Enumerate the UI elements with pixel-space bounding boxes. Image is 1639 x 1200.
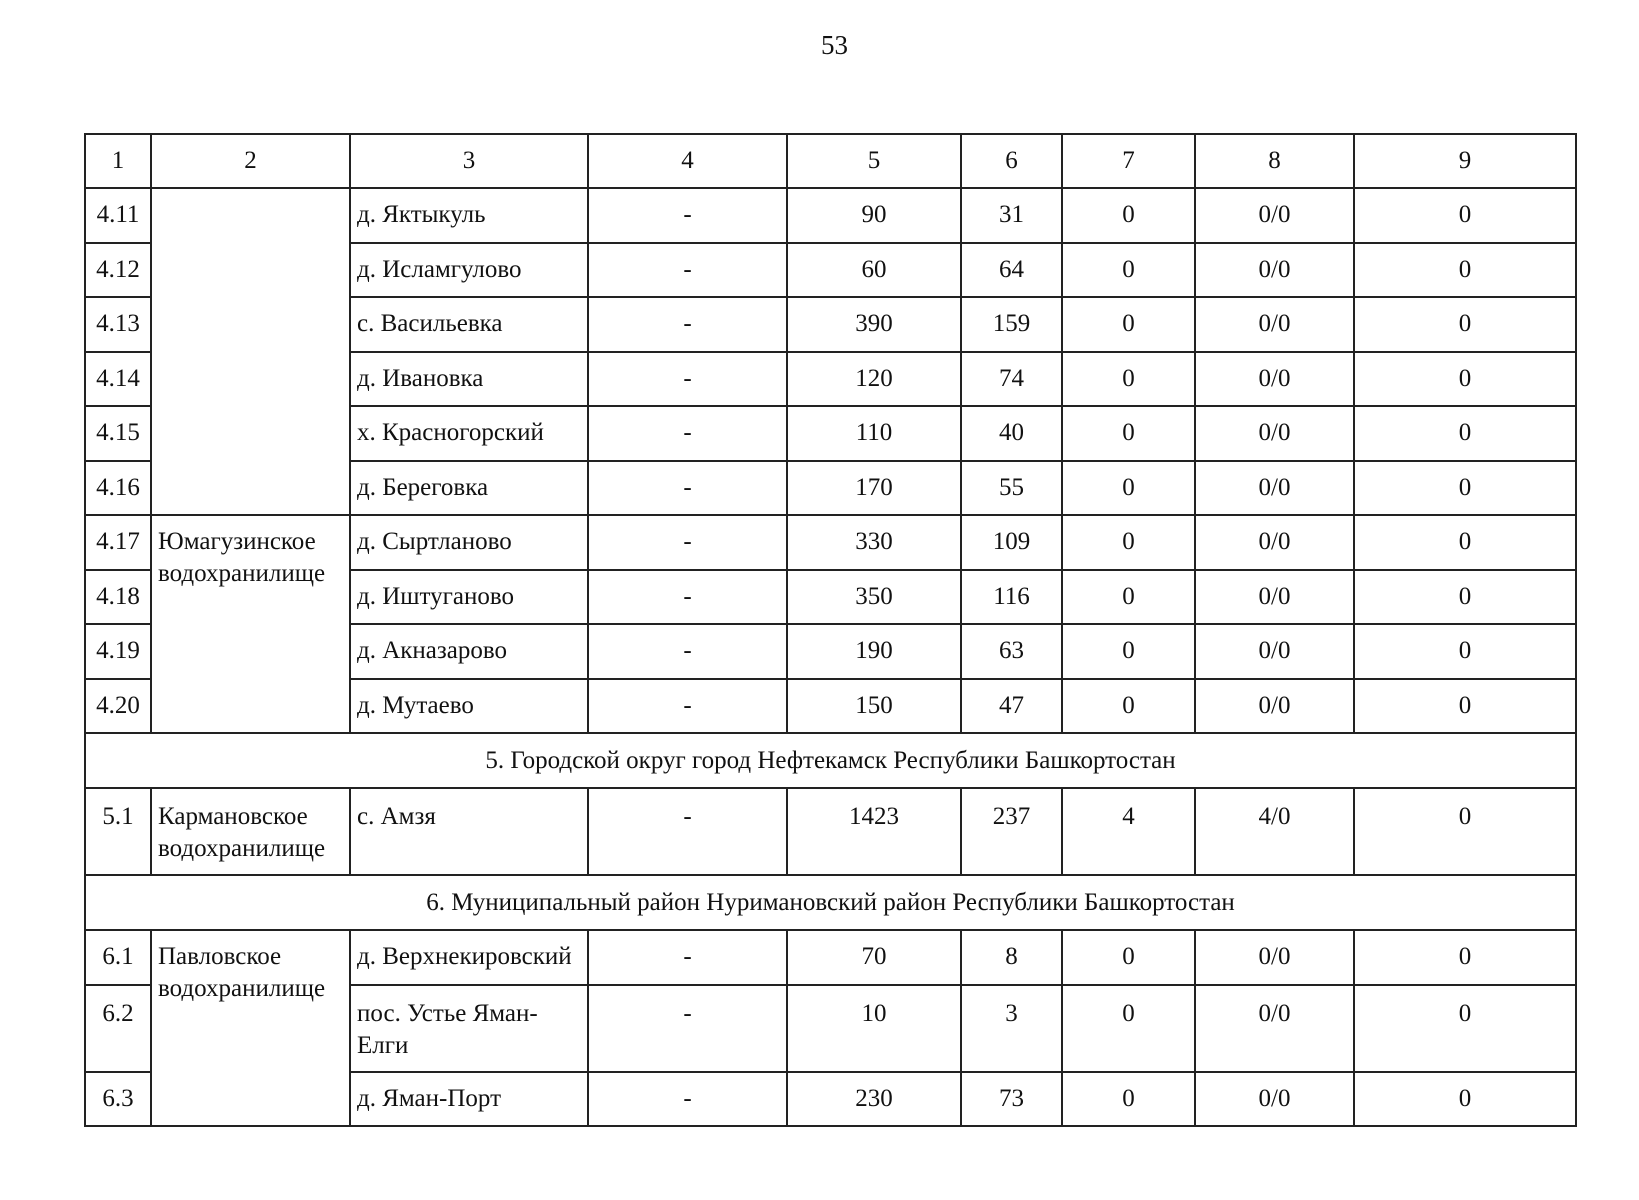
row-number: 6.3 bbox=[85, 1072, 151, 1127]
col4-cell: - bbox=[588, 985, 787, 1072]
table-row bbox=[85, 188, 1576, 243]
row-number: 4.13 bbox=[85, 297, 151, 352]
col9-cell: 0 bbox=[1354, 515, 1576, 570]
settlement-cell: д. Береговка bbox=[350, 461, 588, 516]
col5-cell: 110 bbox=[787, 406, 961, 461]
reservoir-cell: Юмагузинское водохранилище bbox=[151, 515, 350, 733]
header-cell: 9 bbox=[1354, 134, 1576, 188]
header-cell: 8 bbox=[1195, 134, 1354, 188]
col5-cell: 170 bbox=[787, 461, 961, 516]
row-number: 4.15 bbox=[85, 406, 151, 461]
col9-cell: 0 bbox=[1354, 243, 1576, 298]
col5-cell: 350 bbox=[787, 570, 961, 625]
col5-cell: 230 bbox=[787, 1072, 961, 1127]
col9-cell: 0 bbox=[1354, 679, 1576, 734]
col6-cell: 8 bbox=[961, 930, 1062, 985]
col7-cell: 0 bbox=[1062, 930, 1195, 985]
header-cell: 3 bbox=[350, 134, 588, 188]
row-number: 5.1 bbox=[85, 788, 151, 875]
col7-cell: 0 bbox=[1062, 570, 1195, 625]
row-number: 4.19 bbox=[85, 624, 151, 679]
col6-cell: 31 bbox=[961, 188, 1062, 243]
table-row bbox=[85, 788, 1576, 875]
settlement-cell: д. Мутаево bbox=[350, 679, 588, 734]
col9-cell: 0 bbox=[1354, 406, 1576, 461]
col8-cell: 4/0 bbox=[1195, 788, 1354, 875]
col6-cell: 55 bbox=[961, 461, 1062, 516]
settlement-cell: пос. Устье Яман-Елги bbox=[350, 985, 588, 1072]
col7-cell: 0 bbox=[1062, 1072, 1195, 1127]
col7-cell: 0 bbox=[1062, 515, 1195, 570]
col6-cell: 40 bbox=[961, 406, 1062, 461]
col9-cell: 0 bbox=[1354, 788, 1576, 875]
settlement-cell: д. Верхнекировский bbox=[350, 930, 588, 985]
row-number: 4.17 bbox=[85, 515, 151, 570]
col7-cell: 0 bbox=[1062, 985, 1195, 1072]
col9-cell: 0 bbox=[1354, 624, 1576, 679]
reservoir-cell: Павловское водохранилище bbox=[151, 930, 350, 1126]
col8-cell: 0/0 bbox=[1195, 461, 1354, 516]
page-number: 53 bbox=[821, 30, 848, 60]
col7-cell: 0 bbox=[1062, 624, 1195, 679]
col4-cell: - bbox=[588, 406, 787, 461]
col9-cell: 0 bbox=[1354, 461, 1576, 516]
settlement-cell: с. Васильевка bbox=[350, 297, 588, 352]
col7-cell: 4 bbox=[1062, 788, 1195, 875]
header-cell: 1 bbox=[85, 134, 151, 188]
settlement-cell: с. Амзя bbox=[350, 788, 588, 875]
col4-cell: - bbox=[588, 352, 787, 407]
col8-cell: 0/0 bbox=[1195, 570, 1354, 625]
settlement-cell: д. Яман-Порт bbox=[350, 1072, 588, 1127]
col4-cell: - bbox=[588, 679, 787, 734]
col9-cell: 0 bbox=[1354, 1072, 1576, 1127]
col9-cell: 0 bbox=[1354, 930, 1576, 985]
row-number: 4.20 bbox=[85, 679, 151, 734]
table-row bbox=[85, 930, 1576, 985]
section-heading: 5. Городской округ город Нефтекамск Республики Башкортостан bbox=[85, 733, 1576, 788]
row-number: 6.1 bbox=[85, 930, 151, 985]
col9-cell: 0 bbox=[1354, 188, 1576, 243]
col5-cell: 120 bbox=[787, 352, 961, 407]
col4-cell: - bbox=[588, 788, 787, 875]
settlement-cell: д. Исламгулово bbox=[350, 243, 588, 298]
col6-cell: 3 bbox=[961, 985, 1062, 1072]
row-number: 4.18 bbox=[85, 570, 151, 625]
col8-cell: 0/0 bbox=[1195, 243, 1354, 298]
settlement-cell: х. Красногорский bbox=[350, 406, 588, 461]
col5-cell: 10 bbox=[787, 985, 961, 1072]
col6-cell: 116 bbox=[961, 570, 1062, 625]
col8-cell: 0/0 bbox=[1195, 188, 1354, 243]
col6-cell: 63 bbox=[961, 624, 1062, 679]
section-heading-row bbox=[85, 733, 1576, 788]
col8-cell: 0/0 bbox=[1195, 352, 1354, 407]
col5-cell: 70 bbox=[787, 930, 961, 985]
col4-cell: - bbox=[588, 570, 787, 625]
col9-cell: 0 bbox=[1354, 297, 1576, 352]
settlement-cell: д. Яктыкуль bbox=[350, 188, 588, 243]
col8-cell: 0/0 bbox=[1195, 624, 1354, 679]
col5-cell: 1423 bbox=[787, 788, 961, 875]
header-cell: 5 bbox=[787, 134, 961, 188]
col6-cell: 47 bbox=[961, 679, 1062, 734]
col4-cell: - bbox=[588, 515, 787, 570]
col9-cell: 0 bbox=[1354, 985, 1576, 1072]
col7-cell: 0 bbox=[1062, 188, 1195, 243]
row-number: 4.11 bbox=[85, 188, 151, 243]
header-cell: 4 bbox=[588, 134, 787, 188]
col8-cell: 0/0 bbox=[1195, 985, 1354, 1072]
col6-cell: 73 bbox=[961, 1072, 1062, 1127]
col4-cell: - bbox=[588, 930, 787, 985]
col7-cell: 0 bbox=[1062, 406, 1195, 461]
col6-cell: 237 bbox=[961, 788, 1062, 875]
reservoir-cell: Кармановское водохранилище bbox=[151, 788, 350, 875]
col4-cell: - bbox=[588, 188, 787, 243]
col8-cell: 0/0 bbox=[1195, 930, 1354, 985]
col4-cell: - bbox=[588, 1072, 787, 1127]
col4-cell: - bbox=[588, 297, 787, 352]
col8-cell: 0/0 bbox=[1195, 515, 1354, 570]
col9-cell: 0 bbox=[1354, 352, 1576, 407]
col5-cell: 390 bbox=[787, 297, 961, 352]
settlement-cell: д. Иштуганово bbox=[350, 570, 588, 625]
section-heading-row bbox=[85, 875, 1576, 930]
col6-cell: 109 bbox=[961, 515, 1062, 570]
section-heading: 6. Муниципальный район Нуримановский район Республики Башкортостан bbox=[85, 875, 1576, 930]
col7-cell: 0 bbox=[1062, 461, 1195, 516]
col8-cell: 0/0 bbox=[1195, 297, 1354, 352]
col6-cell: 74 bbox=[961, 352, 1062, 407]
header-cell: 2 bbox=[151, 134, 350, 188]
col5-cell: 90 bbox=[787, 188, 961, 243]
table-header-row bbox=[85, 134, 1576, 188]
table-row bbox=[85, 515, 1576, 570]
col4-cell: - bbox=[588, 624, 787, 679]
reservoir-cell bbox=[151, 188, 350, 515]
col7-cell: 0 bbox=[1062, 297, 1195, 352]
header-cell: 6 bbox=[961, 134, 1062, 188]
col4-cell: - bbox=[588, 243, 787, 298]
col5-cell: 60 bbox=[787, 243, 961, 298]
settlement-cell: д. Акназарово bbox=[350, 624, 588, 679]
row-number: 4.14 bbox=[85, 352, 151, 407]
col8-cell: 0/0 bbox=[1195, 406, 1354, 461]
col7-cell: 0 bbox=[1062, 352, 1195, 407]
col4-cell: - bbox=[588, 461, 787, 516]
col6-cell: 64 bbox=[961, 243, 1062, 298]
settlement-cell: д. Сыртланово bbox=[350, 515, 588, 570]
settlement-cell: д. Ивановка bbox=[350, 352, 588, 407]
data-table bbox=[84, 133, 1577, 1127]
row-number: 6.2 bbox=[85, 985, 151, 1072]
header-cell: 7 bbox=[1062, 134, 1195, 188]
col7-cell: 0 bbox=[1062, 243, 1195, 298]
col6-cell: 159 bbox=[961, 297, 1062, 352]
col5-cell: 330 bbox=[787, 515, 961, 570]
row-number: 4.16 bbox=[85, 461, 151, 516]
col5-cell: 150 bbox=[787, 679, 961, 734]
col9-cell: 0 bbox=[1354, 570, 1576, 625]
col5-cell: 190 bbox=[787, 624, 961, 679]
row-number: 4.12 bbox=[85, 243, 151, 298]
col7-cell: 0 bbox=[1062, 679, 1195, 734]
col8-cell: 0/0 bbox=[1195, 1072, 1354, 1127]
col8-cell: 0/0 bbox=[1195, 679, 1354, 734]
